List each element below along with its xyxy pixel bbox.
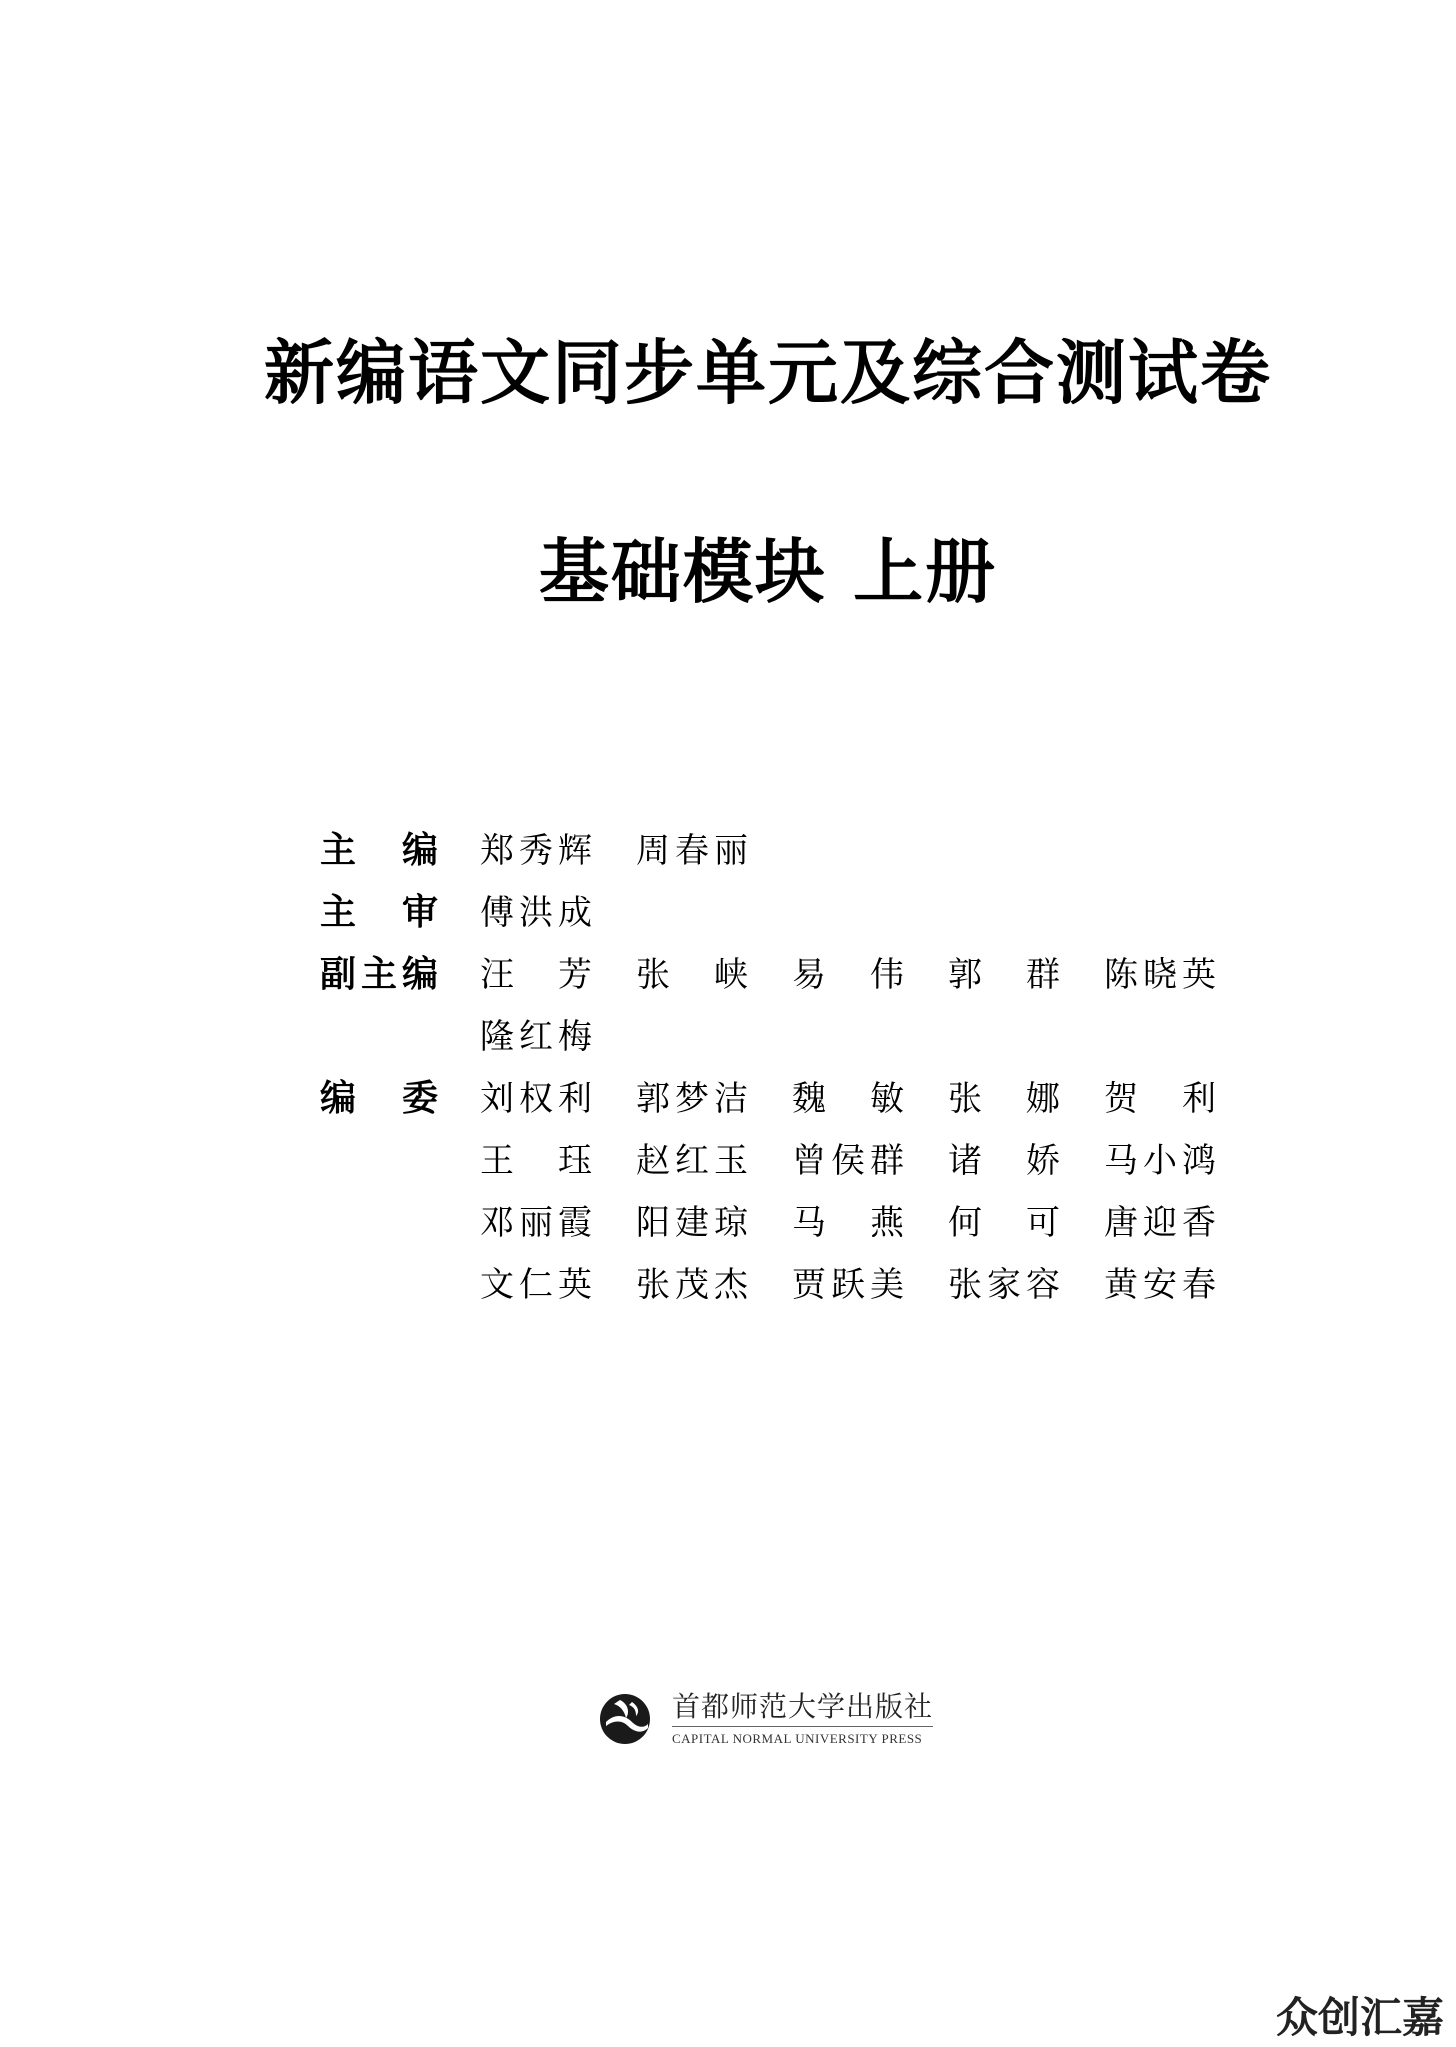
person-name: 张家容 <box>948 1265 1060 1305</box>
book-title: 新编语文同步单元及综合测试卷 <box>264 332 1272 414</box>
person-name: 唐迎香 <box>1104 1203 1216 1243</box>
person-name: 刘权利 <box>480 1079 592 1119</box>
person-name: 文仁英 <box>480 1265 592 1305</box>
publisher-name-en: CAPITAL NORMAL UNIVERSITY PRESS <box>672 1731 923 1746</box>
person-name: 马小鸿 <box>1104 1141 1216 1181</box>
person-name: 黄安春 <box>1104 1265 1216 1305</box>
person-name: 易伟 <box>792 955 904 995</box>
person-name: 魏敏 <box>792 1079 904 1119</box>
person-name: 郭梦洁 <box>636 1079 748 1119</box>
credit-row-chief-reviewer <box>320 882 1280 944</box>
person-name: 汪芳 <box>480 955 592 995</box>
person-name: 邓丽霞 <box>480 1203 592 1243</box>
press-logo-icon <box>598 1692 652 1746</box>
person-name: 周春丽 <box>636 831 748 871</box>
person-name: 张茂杰 <box>636 1265 748 1305</box>
person-name: 张娜 <box>948 1079 1060 1119</box>
person-name: 赵红玉 <box>636 1141 748 1181</box>
person-name: 何可 <box>948 1203 1060 1243</box>
person-name: 陈晓英 <box>1104 955 1216 995</box>
role-label: 副主编 <box>320 954 438 995</box>
names-list <box>480 1068 1280 1316</box>
publisher-divider <box>672 1726 933 1727</box>
role-label: 主审 <box>320 892 438 933</box>
person-name: 郭群 <box>948 955 1060 995</box>
book-subtitle: 基础模块 上册 <box>538 531 998 613</box>
publisher-name: 首都师范大学出版社 <box>672 1690 934 1723</box>
person-name: 马燕 <box>792 1203 904 1243</box>
credit-row-committee <box>320 1068 1280 1316</box>
person-name: 王珏 <box>480 1141 592 1181</box>
person-name: 隆红梅 <box>480 1017 592 1057</box>
person-name: 贺利 <box>1104 1079 1216 1119</box>
names-list <box>480 944 1280 1068</box>
person-name: 傅洪成 <box>480 893 592 933</box>
person-name: 诸娇 <box>948 1141 1060 1181</box>
credits-list <box>320 820 1280 1316</box>
names-list <box>480 882 1280 944</box>
person-name: 郑秀辉 <box>480 831 592 871</box>
names-list <box>480 820 1280 882</box>
publisher-block <box>598 1690 933 1747</box>
credit-row-deputy-editors <box>320 944 1280 1068</box>
role-label: 主编 <box>320 830 438 871</box>
person-name: 阳建琼 <box>636 1203 748 1243</box>
person-name: 张峡 <box>636 955 748 995</box>
role-label: 编委 <box>320 1078 438 1119</box>
corner-watermark: 众创汇嘉 <box>1276 1993 1445 2042</box>
credit-row-chief-editor <box>320 820 1280 882</box>
person-name: 曾侯群 <box>792 1141 904 1181</box>
person-name: 贾跃美 <box>792 1265 904 1305</box>
